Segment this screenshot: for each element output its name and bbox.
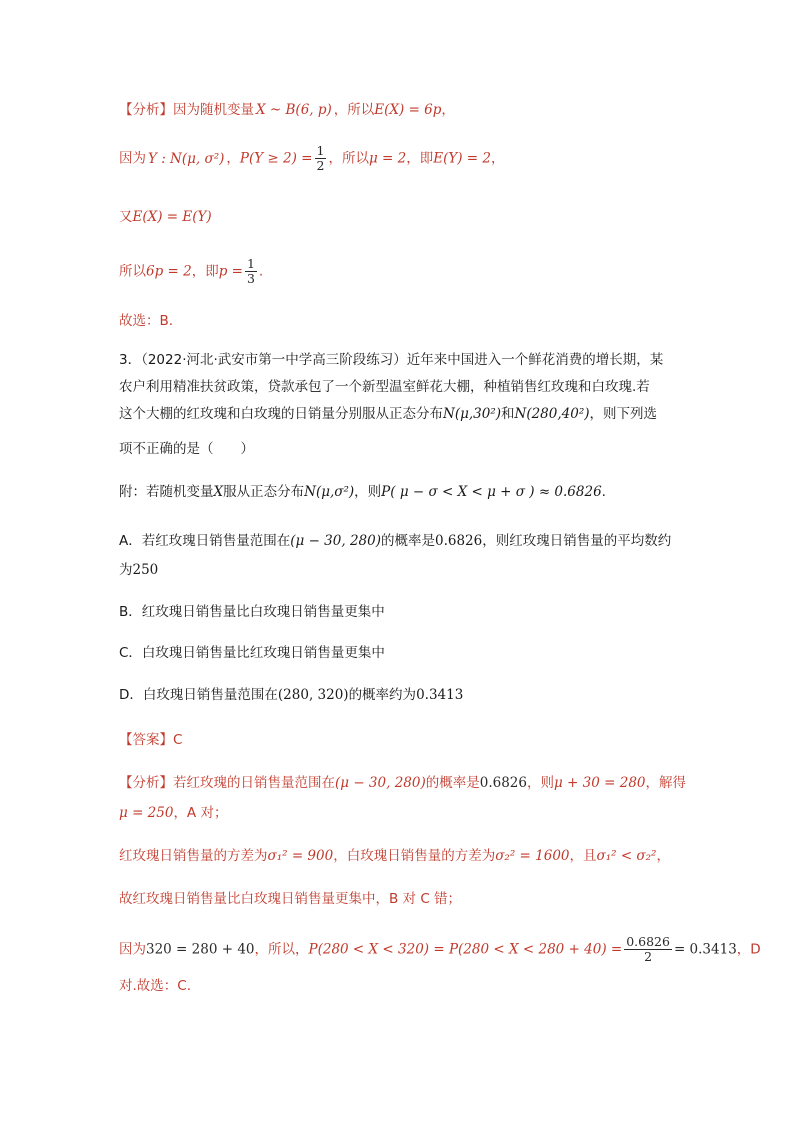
analysis-label: 【分析】: [119, 102, 173, 118]
option-a-line1: A．若红玫瑰日销售量范围在(μ − 30, 280)的概率是0.6826，则红玫瑰日销售量的平均数约: [119, 533, 672, 549]
fraction-one-half: $\frac{1}{2}$: [316, 143, 325, 173]
option-a-line2: 为250: [119, 562, 159, 578]
question3-line3: 这个大棚的红玫瑰和白玫瑰的日销量分别服从正态分布N(μ,30²)和N(280,40²)，则下列选: [119, 406, 658, 422]
analysis2-line1: 【分析】若红玫瑰的日销售量范围在(μ − 30, 280)的概率是0.6826，则μ + 30 = 280，解得: [119, 775, 686, 791]
answer-label: 【答案】: [119, 732, 173, 748]
option-b: B．红玫瑰日销售量比白玫瑰日销售量更集中: [119, 604, 385, 620]
option-d: D．白玫瑰日销售量范围在(280, 320)的概率约为0.3413: [119, 687, 464, 703]
analysis-label: 【分析】: [119, 775, 173, 791]
question3-line4: 项不正确的是（ ）: [119, 441, 254, 457]
analysis2-line6: 对.故选：C.: [119, 978, 192, 994]
analysis1-line3: 又E(X) = E(Y): [119, 209, 212, 225]
analysis1-conclusion: 故选：B.: [119, 313, 174, 329]
fraction-one-third: $\frac{1}{3}$: [246, 256, 255, 286]
analysis2-line4: 故红玫瑰日销售量比白玫瑰日销售量更集中，B 对 C 错；: [119, 891, 462, 907]
question3-note: 附：若随机变量X服从正态分布N(μ,σ²)，则P( μ − σ < X < μ + σ ) ≈ 0.6826.: [119, 484, 606, 500]
question3-line2: 农户利用精准扶贫政策，贷款承包了一个新型温室鲜花大棚，种植销售红玫瑰和白玫瑰.若: [119, 379, 650, 395]
analysis2-line5: 因为320 = 280 + 40，所以，P(280 < X < 320) = P(280 < X < 280 + 40) = $\frac{0.6826}{2}$ = 0.3413，D: [119, 934, 761, 964]
analysis1-line4: 所以6p = 2，即p = $\frac{1}{3}$ .: [119, 256, 264, 286]
analysis2-line2: μ = 250，A 对；: [119, 805, 228, 821]
analysis1-line1: 【分析】因为随机变量 X ~ B(6, p) ，所以E(X) = 6p，: [119, 102, 455, 118]
question3-line1: 3．（2022·河北·武安市第一中学高三阶段练习）近年来中国进入一个鲜花消费的增长期，某: [119, 352, 664, 368]
option-c: C．白玫瑰日销售量比红玫瑰日销售量更集中: [119, 645, 385, 661]
answer-value: C: [173, 732, 183, 748]
analysis1-line2: 因为 Y : N(μ, σ²) ，P(Y ≥ 2) = $\frac{1}{2}$ ，所以μ = 2，即E(Y) = 2，: [119, 143, 505, 173]
analysis2-line3: 红玫瑰日销售量的方差为σ₁² = 900，白玫瑰日销售量的方差为σ₂² = 1600，且σ₁² < σ₂²，: [119, 848, 670, 864]
fraction-half-of-0.6826: $\frac{0.6826}{2}$: [626, 934, 670, 964]
answer: [119, 730, 182, 750]
